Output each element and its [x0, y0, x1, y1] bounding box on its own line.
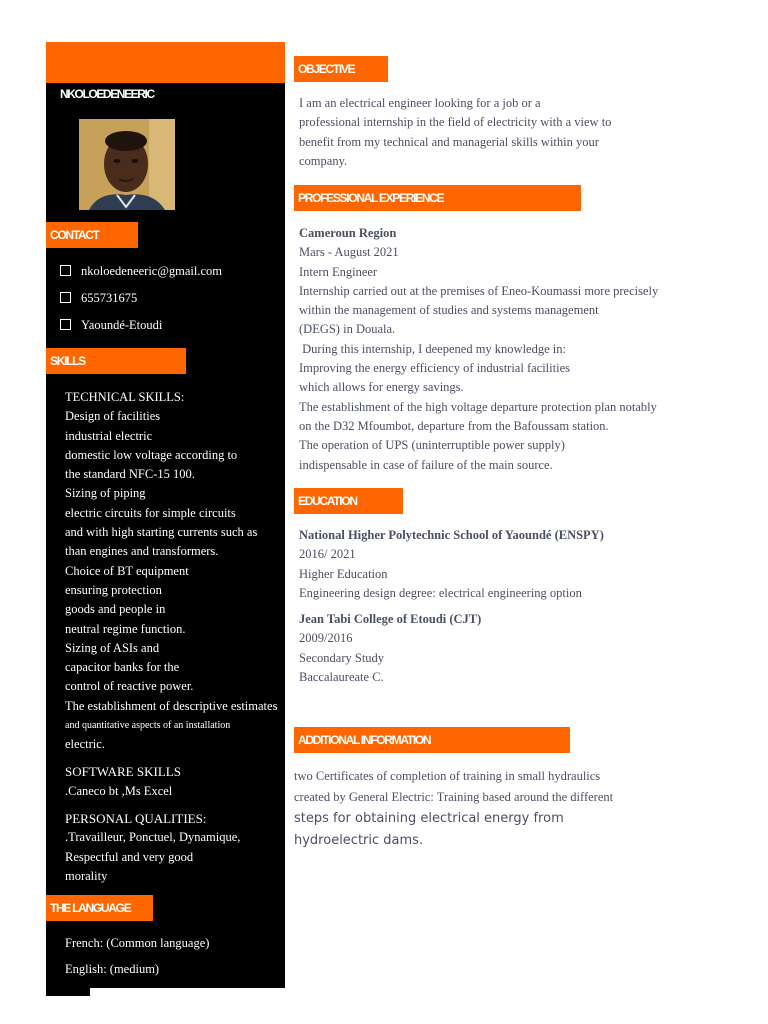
education-detail: Baccalaureate C. [299, 669, 384, 684]
contact-location-text: Yaoundé-Etoudi [81, 318, 163, 332]
language-english: English: (medium) [65, 962, 160, 976]
profile-name: NKOLOEDENEERIC [60, 87, 154, 101]
language-french: French: (Common language) [65, 936, 210, 950]
additional-info-line: two Certificates of completion of training in small hydraulics [294, 769, 601, 783]
education-heading: EDUCATION [294, 488, 403, 514]
sidebar [46, 42, 285, 988]
technical-skill-line: neutral regime function. [65, 621, 186, 636]
skills-heading: SKILLS [46, 348, 186, 374]
experience-line: The operation of UPS (uninterruptible power supply) [299, 438, 565, 453]
technical-skill-line-small: and quantitative aspects of an installation [65, 720, 231, 732]
contact-email[interactable] [60, 264, 222, 279]
objective-line: benefit from my technical and managerial skills within your [299, 134, 599, 149]
technical-skills-title: TECHNICAL SKILLS: [65, 390, 185, 404]
personal-quality-line: .Travailleur, Ponctuel, Dynamique, [65, 830, 241, 845]
contact-email-text: nkoloedeneeric@gmail.com [81, 264, 222, 278]
technical-skill-line: ensuring protection [65, 582, 162, 597]
location-icon [60, 319, 71, 330]
contact-phone-text: 655731675 [81, 291, 138, 305]
education-entry-1 [299, 526, 604, 603]
technical-skill-line: electric circuits for simple circuits [65, 505, 236, 520]
software-skills-line: .Caneco bt ,Ms Excel [65, 783, 173, 798]
experience-line: The establishment of the high voltage departure protection plan notably [299, 399, 657, 414]
technical-skill-line: control of reactive power. [65, 679, 194, 694]
experience-heading: PROFESSIONAL EXPERIENCE [294, 185, 581, 211]
profile-photo [79, 119, 175, 210]
experience-line: During this internship, I deepened my knowledge in: [299, 341, 566, 356]
additional-info-line: hydroelectric dams. [294, 833, 424, 848]
language-heading: THE LANGUAGE [46, 895, 153, 921]
technical-skill-line: industrial electric [65, 428, 153, 443]
experience-dates: Mars - August 2021 [299, 245, 399, 260]
education-level: Higher Education [299, 566, 388, 581]
education-school: Jean Tabi College of Etoudi (CJT) [299, 612, 482, 626]
technical-skill-line: and with high starting currents such as [65, 525, 258, 540]
technical-skill-line: Design of facilities [65, 409, 161, 424]
education-years: 2016/ 2021 [299, 547, 356, 562]
experience-line: within the management of studies and systems management [299, 303, 599, 318]
education-entry-2 [299, 610, 481, 687]
experience-line: indispensable in case of failure of the main source. [299, 457, 553, 472]
experience-line: on the D32 Mfoumbot, departure from the Bafoussam station. [299, 418, 609, 433]
technical-skill-line: the standard NFC-15 100. [65, 467, 195, 482]
education-level: Secondary Study [299, 650, 385, 665]
experience-line: Improving the energy efficiency of industrial facilities [299, 361, 570, 376]
contact-heading: CONTACT [46, 222, 138, 248]
objective-line: professional internship in the field of electricity with a view to [299, 115, 612, 130]
additional-info-heading: ADDITIONAL INFORMATION [294, 727, 570, 753]
phone-icon [60, 292, 71, 303]
technical-skill-line: Choice of BT equipment [65, 563, 189, 578]
technical-skill-line: domestic low voltage according to [65, 447, 238, 462]
objective-line: I am an electrical engineer looking for a job or a [299, 96, 541, 110]
experience-line: which allows for energy savings. [299, 380, 464, 395]
technical-skill-line: capacitor banks for the [65, 660, 180, 675]
experience-line: Internship carried out at the premises of Eneo-Koumassi more precisely [299, 283, 659, 298]
sidebar-bottom-bar [46, 988, 90, 996]
technical-skill-line: Sizing of ASIs and [65, 640, 160, 655]
objective-heading: OBJECTIVE [294, 56, 388, 82]
education-detail: Engineering design degree: electrical engineering option [299, 585, 582, 600]
education-school: National Higher Polytechnic School of Yaoundé (ENSPY) [299, 528, 604, 542]
name-banner [46, 42, 285, 83]
contact-phone[interactable] [60, 291, 137, 306]
additional-info-text [294, 766, 613, 852]
additional-info-line: steps for obtaining electrical energy from [294, 811, 564, 826]
skills-section [65, 388, 290, 886]
personal-quality-line: Respectful and very good [65, 849, 194, 864]
email-icon [60, 265, 71, 276]
technical-skill-line: The establishment of descriptive estimates [65, 698, 278, 713]
technical-skill-line: Sizing of piping [65, 486, 146, 501]
experience-line: (DEGS) in Douala. [299, 322, 396, 337]
software-skills-title: SOFTWARE SKILLS [65, 764, 181, 780]
technical-skill-line: than engines and transformers. [65, 544, 219, 559]
experience-role: Intern Engineer [299, 264, 378, 279]
additional-info-line: created by General Electric: Training based around the different [294, 790, 614, 804]
experience-location: Cameroun Region [299, 226, 397, 240]
experience-section [299, 224, 658, 475]
education-years: 2009/2016 [299, 631, 353, 646]
personal-qualities-title: PERSONAL QUALITIES: [65, 810, 207, 826]
contact-location [60, 318, 162, 333]
objective-text [299, 94, 611, 171]
technical-skill-line: goods and people in [65, 602, 166, 617]
personal-quality-line: morality [65, 868, 108, 883]
objective-line: company. [299, 153, 348, 168]
technical-skill-line: electric. [65, 737, 105, 752]
